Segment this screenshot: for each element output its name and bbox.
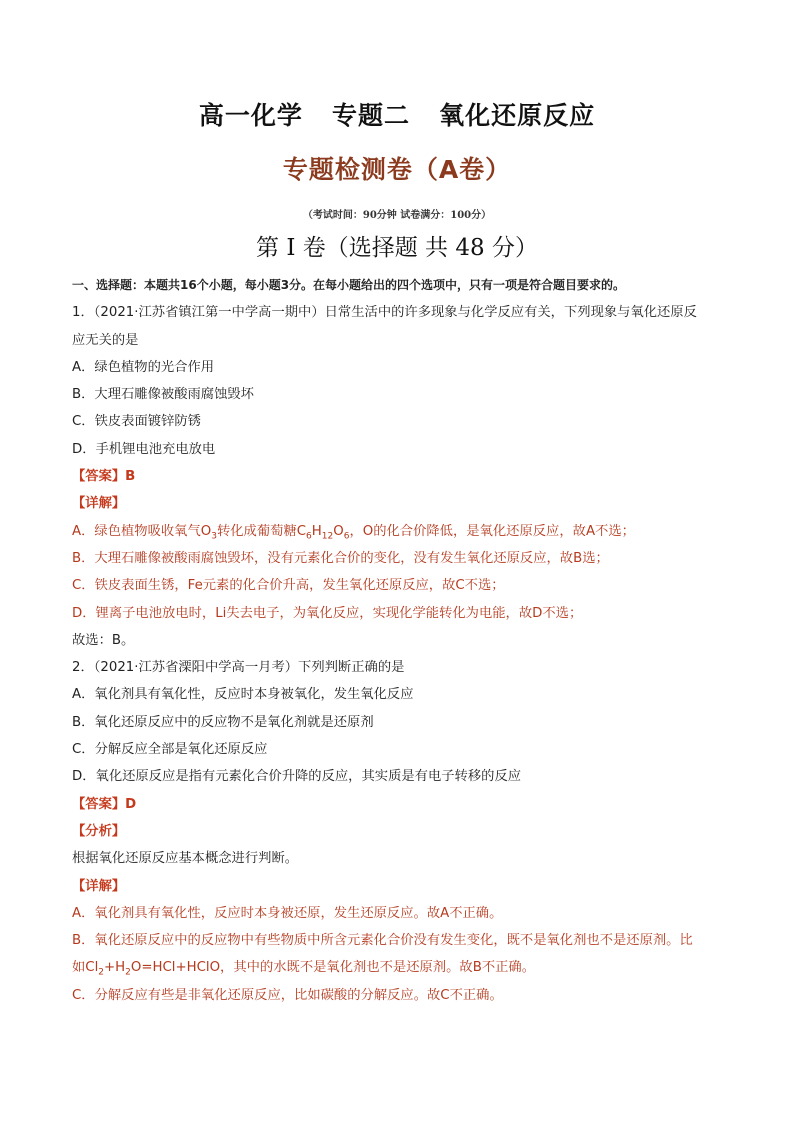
q1-option-c: C．铁皮表面镀锌防锈 [72,414,201,430]
q2-explain-b-line2 [72,954,724,981]
q2-option-b: B．氧化还原反应中的反应物不是氧化剂就是还原剂 [72,714,374,730]
q2-stem: 2．（2021·江苏省溧阳中学高一月考）下列判断正确的是 [72,660,405,676]
q1-explain-a-sub4: 6 [343,531,350,542]
document-subtitle: 专题检测卷（A卷） [282,155,512,184]
q1-explain-a-sub2: 6 [306,531,312,542]
exam-info: （考试时间：90分钟 试卷满分：100分） [302,210,492,221]
q1-explain-a-sub3: 12 [321,531,334,542]
q1-explain-b: B．大理石雕像被酸雨腐蚀毁坏，没有元素化合价的变化，没有发生氧化还原反应，故B选； [72,550,609,566]
q1-answer-text: 【答案】B [72,469,136,485]
q2-detail-heading [72,873,724,900]
q1-explain-a-part3: H [311,523,322,539]
q1-explain-a-part1: A．绿色植物吸收氧气O [72,523,212,539]
q1-explain-a-part2: 转化成葡萄糖C [216,523,307,539]
q2-option-d: D．氧化还原反应是指有元素化合价升降的反应，其实质是有电子转移的反应 [72,769,522,785]
q2-explain-b-sub1: 2 [98,968,105,979]
q2-explain-b-part3: O=HCl+HClO，其中的水既不是氧化剂也不是还原剂。故B不正确。 [130,960,536,976]
q2-explain-a: A．氧化剂具有氧化性，反应时本身被还原，发生还原反应。故A不正确。 [72,905,503,921]
q1-option-a: A．绿色植物的光合作用 [72,359,215,375]
question-content [72,272,724,1009]
q2-analysis-tag: 【分析】 [72,823,126,839]
q2-explain-c: C．分解反应有些是非氧化还原反应，比如碳酸的分解反应。故C不正确。 [72,987,503,1003]
q2-detail-tag: 【详解】 [72,878,126,894]
document-title: 高一化学 专题二 氧化还原反应 [198,101,596,130]
instructions: 一、选择题：本题共16个小题，每小题3分。在每小题给出的四个选项中，只有一项是符合题目要求的。 [72,278,626,292]
q1-option-b: B．大理石雕像被酸雨腐蚀毁坏 [72,387,254,403]
q2-analysis: 根据氧化还原反应基本概念进行判断。 [72,851,299,867]
q1-stem-line2: 应无关的是 [72,332,139,348]
q1-explain-d: D．锂离子电池放电时，Li失去电子，为氧化反应，实现化学能转化为电能，故D不选； [72,605,583,621]
q1-stem-line1: 1．（2021·江苏省镇江第一中学高一期中）日常生活中的许多现象与化学反应有关，下列现象与氧化还原反 [72,305,697,321]
q2-analysis-heading [72,818,724,845]
q1-answer [72,463,724,490]
q1-option-d: D．手机锂电池充电放电 [72,441,216,457]
q1-explain-a-part4: O [333,523,344,539]
q1-detail-tag: 【详解】 [72,496,126,512]
q2-explain-b-sub2: 2 [125,968,131,979]
section-heading: 第 I 卷（选择题 共 48 分） [256,235,538,261]
q2-explain-b-line1: B．氧化还原反应中的反应物中有些物质中所含元素化合价没有发生变化，既不是氧化剂也不是还原剂。比 [72,933,693,949]
q2-answer-text: 【答案】D [72,796,137,812]
q2-option-c: C．分解反应全部是氧化还原反应 [72,742,268,758]
q1-explain-a [72,518,724,545]
q2-explain-b-part2: +H [104,960,126,976]
q2-explain-b-part1: 如Cl [72,960,99,976]
q2-answer [72,791,724,818]
q1-explain-a-sub1: 3 [211,531,217,542]
q2-option-a: A．氧化剂具有氧化性，反应时本身被氧化，发生氧化反应 [72,687,414,703]
q1-explain-c: C．铁皮表面生锈，Fe元素的化合价升高，发生氧化还原反应，故C不选； [72,578,505,594]
q1-explain-a-part5: ，O的化合价降低，是氧化还原反应，故A不选； [349,523,635,539]
q1-detail-heading [72,490,724,517]
q1-conclusion: 故选：B。 [72,632,135,648]
